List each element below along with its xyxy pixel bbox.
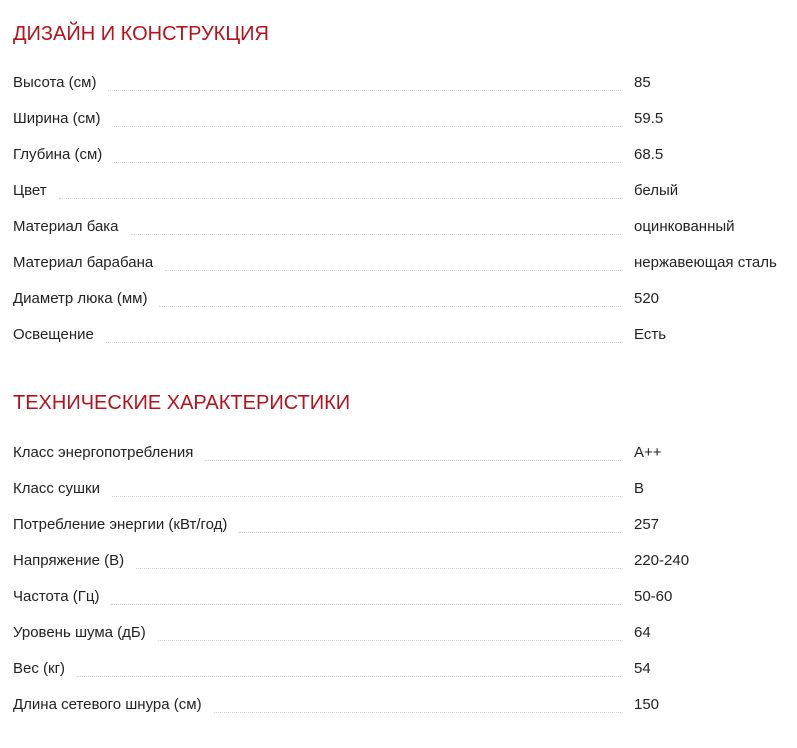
spec-label: Длина сетевого шнура (см) <box>13 696 202 713</box>
spec-value: 54 <box>634 660 651 677</box>
spec-label: Класс энергопотребления <box>13 444 194 461</box>
spec-value: Есть <box>634 326 667 343</box>
dotted-leader <box>136 568 621 569</box>
spec-label: Напряжение (В) <box>13 552 125 569</box>
spec-label: Класс сушки <box>13 480 100 497</box>
spec-label: Освещение <box>13 326 94 343</box>
dotted-leader <box>114 162 621 163</box>
spec-row <box>13 245 797 281</box>
spec-value: B <box>634 480 645 497</box>
spec-value: белый <box>634 182 679 199</box>
spec-label: Материал бака <box>13 218 119 235</box>
spec-value: A++ <box>634 444 662 461</box>
spec-value: 68.5 <box>634 146 664 163</box>
spec-row <box>13 579 797 615</box>
spec-value: 150 <box>634 696 660 713</box>
spec-label: Ширина (см) <box>13 110 101 127</box>
spec-row <box>13 651 797 687</box>
spec-value: оцинкованный <box>634 218 735 235</box>
spec-label: Материал барабана <box>13 254 154 271</box>
dotted-leader <box>59 198 621 199</box>
spec-label: Высота (см) <box>13 74 97 91</box>
spec-row <box>13 101 797 137</box>
dotted-leader <box>131 234 621 235</box>
dotted-leader <box>112 496 621 497</box>
section-title: ТЕХНИЧЕСКИЕ ХАРАКТЕРИСТИКИ <box>13 392 351 414</box>
dotted-leader <box>239 532 621 533</box>
dotted-leader <box>106 342 621 343</box>
spec-label: Вес (кг) <box>13 660 66 677</box>
spec-value: 85 <box>634 74 651 91</box>
dotted-leader <box>158 640 621 641</box>
spec-row <box>13 173 797 209</box>
spec-label: Частота (Гц) <box>13 588 100 605</box>
dotted-leader <box>165 270 621 271</box>
dotted-leader <box>214 712 621 713</box>
dotted-leader <box>159 306 621 307</box>
dotted-leader <box>77 676 621 677</box>
spec-value: нержавеющая сталь <box>634 254 777 271</box>
spec-row <box>13 435 797 471</box>
spec-row <box>13 317 797 353</box>
spec-row <box>13 209 797 245</box>
spec-row <box>13 543 797 579</box>
spec-label: Диаметр люка (мм) <box>13 290 148 307</box>
dotted-leader <box>205 460 621 461</box>
dotted-leader <box>112 126 621 127</box>
spec-list <box>13 65 797 353</box>
dotted-leader <box>111 604 621 605</box>
spec-label: Глубина (см) <box>13 146 103 163</box>
spec-label: Потребление энергии (кВт/год) <box>13 516 228 533</box>
spec-row <box>13 65 797 101</box>
spec-value: 50-60 <box>634 588 673 605</box>
spec-value: 220-240 <box>634 552 690 569</box>
spec-list <box>13 435 797 723</box>
spec-row <box>13 507 797 543</box>
spec-value: 257 <box>634 516 660 533</box>
spec-value: 64 <box>634 624 651 641</box>
spec-row <box>13 281 797 317</box>
spec-label: Уровень шума (дБ) <box>13 624 146 641</box>
spec-value: 520 <box>634 290 660 307</box>
spec-label: Цвет <box>13 182 47 199</box>
dotted-leader <box>108 90 621 91</box>
spec-value: 59.5 <box>634 110 664 127</box>
spec-row <box>13 687 797 723</box>
section-title: ДИЗАЙН И КОНСТРУКЦИЯ <box>13 23 269 45</box>
spec-row <box>13 615 797 651</box>
spec-row <box>13 137 797 173</box>
spec-row <box>13 471 797 507</box>
